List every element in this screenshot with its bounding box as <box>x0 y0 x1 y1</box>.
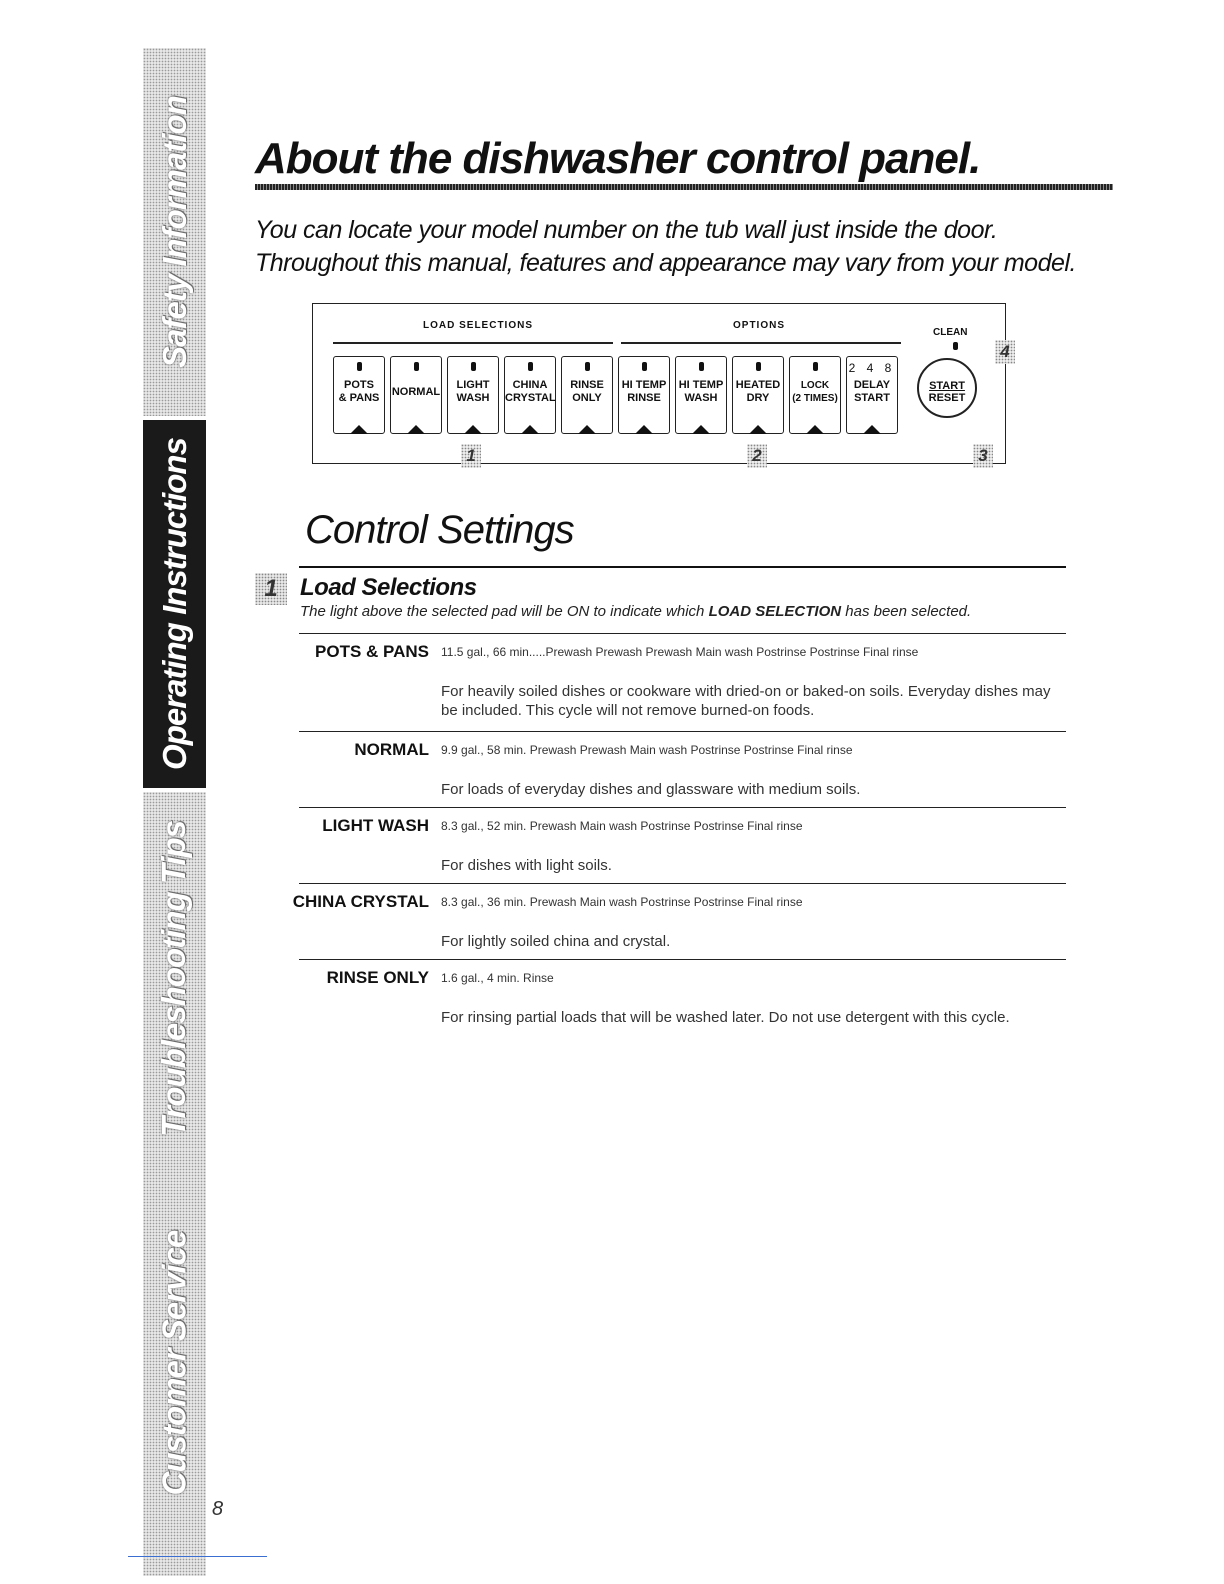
hi-temp-rinse-button[interactable] <box>618 356 670 434</box>
title-divider <box>255 184 1113 190</box>
button-label: LOCK (2 TIMES) <box>792 380 838 404</box>
heated-dry-button[interactable] <box>732 356 784 434</box>
cycle-row-normal <box>299 731 1066 806</box>
press-indicator <box>578 425 596 434</box>
cycle-name: RINSE ONLY <box>326 968 429 987</box>
description-text: has been selected. <box>841 603 972 620</box>
description-text: The light above the selected pad will be ON to indicate which <box>300 603 709 620</box>
indicator-light <box>528 362 533 371</box>
tab-label: Operating Instructions <box>155 438 193 770</box>
cycle-spec: 11.5 gal., 66 min.....Prewash Prewash Prewash Main wash Postrinse Postrinse Final rinse <box>441 645 919 659</box>
cycle-name: POTS & PANS <box>315 642 429 661</box>
cycle-row-china-crystal <box>292 883 1066 958</box>
indicator-light <box>813 362 818 371</box>
options-heading: OPTIONS <box>733 320 786 331</box>
press-indicator <box>692 425 710 434</box>
load-selections-rule <box>333 342 613 344</box>
section-title: Control Settings <box>305 508 574 552</box>
callout-1: 1 <box>461 444 481 468</box>
tab-operating-instructions[interactable] <box>143 420 206 788</box>
cycle-name: LIGHT WASH <box>322 816 429 835</box>
load-selections-heading: LOAD SELECTIONS <box>423 320 534 331</box>
indicator-light <box>414 362 419 371</box>
tab-label: Troubleshooting Tips <box>155 820 193 1138</box>
button-label: RINSE ONLY <box>570 379 604 404</box>
page-title: About the dishwasher control panel. <box>255 134 981 183</box>
hi-temp-wash-button[interactable] <box>675 356 727 434</box>
cycle-description: For loads of everyday dishes and glassware with medium soils. <box>441 781 861 798</box>
button-label: HI TEMP RINSE <box>621 379 667 404</box>
description-emphasis: LOAD SELECTION <box>708 603 842 620</box>
press-indicator <box>806 425 824 434</box>
cycle-row-rinse-only <box>299 959 1066 1040</box>
cycle-row-light-wash <box>299 807 1066 882</box>
callout-2: 2 <box>747 444 767 468</box>
press-indicator <box>407 425 425 434</box>
button-label: POTS & PANS <box>338 379 380 404</box>
start-reset-button[interactable] <box>917 358 977 418</box>
page-number: 8 <box>212 1498 224 1520</box>
normal-button[interactable] <box>390 356 442 434</box>
cycle-description: For lightly soiled china and crystal. <box>441 933 671 950</box>
control-panel-diagram <box>312 303 1010 465</box>
press-indicator <box>863 425 881 434</box>
button-label: DELAY START <box>853 379 891 404</box>
indicator-light <box>699 362 704 371</box>
light-wash-button[interactable] <box>447 356 499 434</box>
start-label: START <box>929 380 965 392</box>
load-selections-title: Load Selections <box>300 574 477 601</box>
indicator-light <box>471 362 476 371</box>
tab-label: Safety Information <box>155 96 193 368</box>
lock-button[interactable] <box>789 356 841 434</box>
callout-3: 3 <box>973 444 993 468</box>
intro-line: You can locate your model number on the tub wall just inside the door. <box>255 216 998 244</box>
cycle-description: For dishes with light soils. <box>441 857 612 874</box>
press-indicator <box>749 425 767 434</box>
clean-indicator-light <box>953 342 958 350</box>
cycle-spec: 9.9 gal., 58 min. Prewash Prewash Main wash Postrinse Postrinse Final rinse <box>441 743 853 757</box>
cycle-spec: 8.3 gal., 52 min. Prewash Main wash Postrinse Postrinse Final rinse <box>441 819 803 833</box>
load-selections-description <box>300 603 971 620</box>
rinse-only-button[interactable] <box>561 356 613 434</box>
tab-customer-service[interactable] <box>143 1150 206 1576</box>
indicator-light <box>756 362 761 371</box>
intro-line: Throughout this manual, features and appearance may vary from your model. <box>255 249 1076 277</box>
button-label: LIGHT WASH <box>456 379 490 404</box>
delay-start-button[interactable] <box>846 356 898 434</box>
cycle-name: NORMAL <box>354 740 429 759</box>
reset-label: RESET <box>928 392 966 404</box>
button-label: HI TEMP WASH <box>678 379 724 404</box>
cycle-name: CHINA CRYSTAL <box>292 892 429 911</box>
china-crystal-button[interactable] <box>504 356 556 434</box>
intro-text <box>255 214 1115 280</box>
tab-safety-information[interactable] <box>143 48 206 416</box>
button-label: CHINA CRYSTAL <box>505 379 556 404</box>
press-indicator <box>350 425 368 434</box>
cycle-description: For heavily soiled dishes or cookware with dried-on or baked-on soils. Everyday dishes may be included. This cycle will not remove burned-on foods. <box>441 683 1051 719</box>
indicator-light <box>357 362 362 371</box>
press-indicator <box>464 425 482 434</box>
footer-link-underline <box>128 1556 267 1557</box>
indicator-light <box>585 362 590 371</box>
cycle-spec: 1.6 gal., 4 min. Rinse <box>441 971 554 985</box>
callout-4: 4 <box>995 340 1015 364</box>
cycle-description: For rinsing partial loads that will be washed later. Do not use detergent with this cycle. <box>441 1009 1010 1026</box>
delay-hours-digits: 2 4 8 <box>848 361 896 375</box>
press-indicator <box>635 425 653 434</box>
tab-troubleshooting-tips[interactable] <box>143 792 206 1166</box>
section-divider <box>299 566 1066 568</box>
clean-label: CLEAN <box>933 327 968 338</box>
cycle-spec: 8.3 gal., 36 min. Prewash Main wash Postrinse Postrinse Final rinse <box>441 895 803 909</box>
button-label: NORMAL <box>391 386 441 398</box>
indicator-light <box>642 362 647 371</box>
button-label: HEATED DRY <box>735 379 781 404</box>
cycle-row-pots-pans <box>299 633 1066 730</box>
load-selections-badge: 1 <box>255 573 287 605</box>
pots-pans-button[interactable] <box>333 356 385 434</box>
press-indicator <box>521 425 539 434</box>
tab-label: Customer Service <box>155 1230 193 1496</box>
options-rule <box>621 342 901 344</box>
